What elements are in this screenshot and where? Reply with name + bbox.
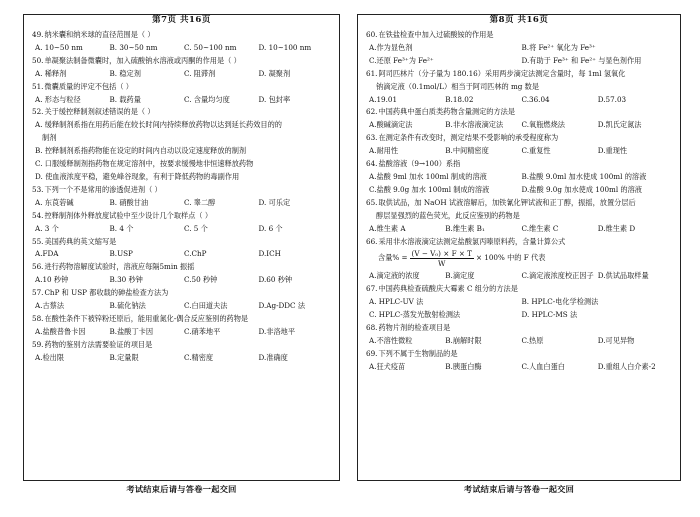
question-52: 52.关于缓控释制剂叙述错误的是（ ） A. 缓释制剂系指在用药后能在较长时间内持续释放药物以达到延长药效目的的 制剂 B. 控释制剂系指药物能在设定的时间内自动以设定速度释放的制剂 C. 口服缓释制剂指药物在规定溶剂中，按要求缓慢地非恒速释放药物 D. 使血液浓度平稳，避免峰谷现象，有利于降低药物的毒副作用 — [32, 107, 282, 181]
question-67: 67.中国药典检查硫酸庆大霉素 C 组分的方法是 A. HPLC-UV 法 B. HPLC-电化学检测法 C. HPLC-蒸发光散射检测法 D. HPLC-MS 法 — [366, 284, 599, 320]
question-49: 49.纳米囊和纳米球的直径范围是（ ） A. 10~50 nm B. 30~50 nm C. 50~100 nm D. 10~100 nm — [32, 30, 312, 52]
question-62: 62.中国药典中蛋白质类药物含量测定的方法是 A.酸碱滴定法 B.非水溶液滴定法 C.氧瓶燃烧法 D.凯氏定氮法 — [366, 107, 642, 130]
question-66: 66.采用非水溶液滴定法测定盐酸氯丙嗪原料药，含量计算公式 含量% = $\frac{\text{(V − V₀) × F × T}}{W}$ × 100% 中的 F 代表 A.滴定液的浓度 B.滴定度 C.滴定液浓度校正因子 D.供试品取样量 — [366, 236, 674, 284]
question-list — [366, 29, 674, 474]
question-65: 65.取供试品，加 NaOH 试液溶解后，加铁氰化钾试液和正丁醇，振摇，放置分层后 醇层显强烈的蓝色荧光，此反应鉴别的药物是 A.维生素 A B.维生素 B₁ C.维生素 C D.维生素 D — [366, 197, 636, 233]
page-footer: 考试结束后请与答卷一起交回 — [126, 484, 237, 494]
question-54: 54.控释制剂体外释放度试验中至少设计几个取样点（ ） A. 3 个 B. 4 个 C. 5 个 D. 6 个 — [32, 210, 283, 233]
page-header: 第8页 共16页 — [358, 13, 680, 25]
page-footer: 考试结束后请与答卷一起交回 — [463, 484, 575, 494]
question-51: 51.微囊质量的评定不包括（ ） A. 形态与粒径 B. 载药量 C. 含量均匀度 D. 包封率 — [32, 81, 291, 104]
exam-page-left — [23, 14, 340, 481]
question-57: 57.ChP 和 USP 都收载的砷盐检查方法为 A.古蔡法 B.硫化钠法 C.白田道夫法 D.Ag-DDC 法 — [32, 288, 306, 311]
question-50: 50.单凝聚法制备微囊时，加入硫酸钠水溶液或丙酮的作用是（ ） A. 稀释剂 B. 稳定剂 C. 阻滞剂 D. 凝聚剂 — [32, 55, 291, 78]
question-53: 53.下列一个不是常用的渗透促进剂（ ） A. 东莨菪碱 B. 硝酸甘油 C. 睾二醇 D. 可乐定 — [32, 184, 291, 207]
question-63: 63.在测定条件有改变时，测定结果不受影响的承受程度称为 A.耐用性 B.中间精密度 C.重复性 D.重现性 — [366, 133, 628, 156]
question-60: 60.在铁盐检查中加入过硫酸铵的作用是 A.作为显色剂 B.将 Fe²⁺ 氧化为 Fe³⁺ C.还原 Fe³⁺为 Fe²⁺ D.有助于 Fe³⁺ 和 Fe²⁺ 与显色剂作用 — [366, 30, 642, 65]
question-69: 69.下列不属于生物制品的是 A.狂犬疫苗 B.胰蛋白酶 C.人血白蛋白 D.重组人白介素-2 — [366, 348, 656, 371]
question-68: 68.药物片剂的检查项目是 A.不溶性微粒 B.崩解时限 C.热原 D.可见异物 — [366, 323, 635, 345]
content-formula: 含量% = $\frac{\text{(V − V₀) × F × T}}{W}$ × 100% 中的 F 代表 — [378, 249, 546, 269]
question-56: 56.进行药物溶解度试验时，溶液应每隔5min 振摇 A.10 秒钟 B.30 秒钟 C.50 秒钟 D.60 秒钟 — [32, 262, 293, 285]
question-55: 55.美国药典的英文缩写是 A.FDA B.USP C.ChP D.ICH — [32, 236, 281, 259]
exam-page-right — [357, 14, 681, 481]
question-64: 64.盐酸溶液（9→100）系指 A.盐酸 9ml 加水 100ml 制成的溶液 B.盐酸 9.0ml 加水使成 100ml 的溶液 C.盐酸 9.0g 加水 100ml 制成的溶液 D.盐酸 9.0g 加水使成 100ml 的溶液 — [366, 159, 647, 194]
question-58: 58.在酸性条件下被锌粉还原后，能用重氮化-偶合反应鉴别的药物是 A.盐酸普鲁卡因 B.盐酸丁卡因 C.硝苯地平 D.非洛地平 — [32, 313, 296, 336]
page-header: 第7页 共16页 — [24, 13, 339, 25]
question-list — [32, 29, 333, 474]
question-59: 59.药物的鉴别方法需要验证的项目是 A.检出限 B.定量限 C.精密度 D.准确度 — [32, 339, 288, 362]
question-61: 61.阿司匹林片（分子量为 180.16）采用两步滴定法测定含量时，每 1ml 氢氧化 钠滴定液（0.1mol/L）相当于阿司匹林的 mg 数是 A.19.01 B.18.02 C.36.04 D.57.03 — [366, 68, 627, 104]
